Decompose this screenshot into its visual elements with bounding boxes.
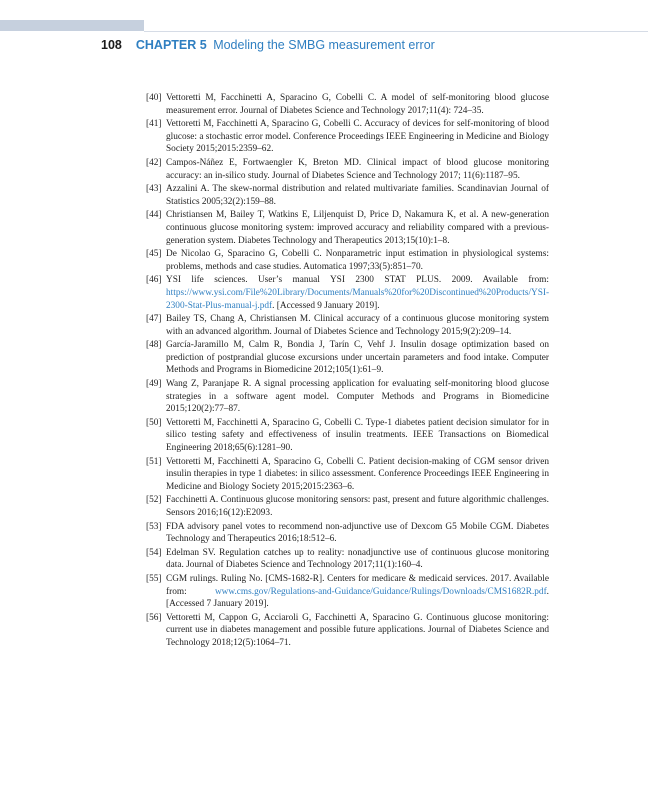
reference-text: Campos-Náñez E, Fortwaengler K, Breton MD. Clinical impact of blood glucose monitoring accuracy: an in-silico study. Journal of Diabetes Science and Technology 2017; 11(6):1187–95. bbox=[166, 157, 549, 181]
reference-link[interactable]: www.cms.gov/Regulations-and-Guidance/Guidance/Rulings/Downloads/CMS1682R.pdf bbox=[214, 586, 547, 597]
reference-text: García-Jaramillo M, Calm R, Bondia J, Tarín C, Vehf J. Insulin dosage optimization based on prediction of postprandial glucose excursions under uncertain parameters and food intake. Computer Methods and Programs in Biomedicine 2012;105(1):61–9. bbox=[166, 340, 549, 376]
header-rule bbox=[144, 31, 648, 32]
reference-text-with-link bbox=[166, 274, 549, 312]
reference-text: Wang Z, Paranjape R. A signal processing application for evaluating self-monitoring blood glucose strategies in a software agent model. Computer Methods and Programs in Biomedicine 2015;120(2):77–87. bbox=[166, 379, 549, 415]
reference-text: Facchinetti A. Continuous glucose monitoring sensors: past, present and future algorithmic challenges. Sensors 2016;16(12):E2093. bbox=[166, 495, 549, 518]
chapter-title: Modeling the SMBG measurement error bbox=[213, 38, 435, 52]
reference-item bbox=[146, 521, 549, 546]
reference-item bbox=[146, 547, 549, 572]
reference-item bbox=[146, 456, 549, 494]
reference-item bbox=[146, 494, 549, 519]
reference-text-suffix: . [Accessed 7 January 2019]. bbox=[166, 586, 549, 610]
reference-item bbox=[146, 157, 549, 182]
reference-list bbox=[146, 92, 549, 651]
reference-text: FDA advisory panel votes to recommend non-adjunctive use of Dexcom G5 Mobile CGM. Diabetes Technology and Therapeutics 2016;18:512–6. bbox=[166, 521, 549, 545]
reference-text: Bailey TS, Chang A, Christiansen M. Clinical accuracy of a continuous glucose monitoring system with an advanced algorithm. Journal of Diabetes Science and Technology 2015;9(2):209–14. bbox=[166, 314, 549, 337]
reference-item bbox=[146, 274, 549, 312]
reference-number: [49] bbox=[146, 379, 162, 390]
reference-item bbox=[146, 612, 549, 650]
reference-item bbox=[146, 313, 549, 338]
reference-text: Vettoretti M, Facchinetti A, Sparacino G, Cobelli C. A model of self-monitoring blood glucose measurement error. Journal of Diabetes Science and Technology 2017;11(4): 724–35. bbox=[166, 93, 549, 116]
chapter-label: CHAPTER 5 bbox=[135, 38, 207, 52]
running-header bbox=[101, 36, 435, 54]
reference-item bbox=[146, 209, 549, 247]
reference-text: Vettoretti M, Cappon G, Acciaroli G, Facchinetti A, Sparacino G. Continuous glucose monitoring: current use in diabetes management and possible future applications. Journal of Diabetes Science and Technology 2018;12(5):1064–71. bbox=[166, 612, 549, 648]
reference-number: [44] bbox=[146, 210, 162, 221]
reference-number: [41] bbox=[146, 119, 162, 130]
reference-number: [50] bbox=[146, 417, 162, 428]
reference-text: CGM rulings. Ruling No. [CMS-1682-R]. Centers for medicare & medicaid services. 2017. Available from: bbox=[166, 573, 549, 597]
reference-number: [54] bbox=[146, 547, 162, 558]
reference-number: [46] bbox=[146, 275, 162, 286]
reference-number: [47] bbox=[146, 314, 162, 325]
reference-number: [56] bbox=[146, 612, 162, 623]
reference-number: [51] bbox=[146, 456, 162, 467]
reference-text: Vettoretti M, Facchinetti A, Sparacino G, Cobelli C. Type-1 diabetes patient decision simulator for in silico testing safety and effectiveness of insulin treatments. IEEE Transactions on Biomedical Engineering 2018;65(6):1281–90. bbox=[166, 417, 549, 454]
reference-number: [43] bbox=[146, 184, 162, 195]
reference-text: Azzalini A. The skew-normal distribution and related multivariate families. Scandinavian Journal of Statistics 2005;32(2):159–88. bbox=[166, 184, 549, 207]
reference-text: Vettoretti M, Facchinetti A, Sparacino G, Cobelli C. Accuracy of devices for self-monitoring of blood glucose: a stochastic error model. Conference Proceedings IEEE Engineering in Medicine and Biology Society 2015;2015:2359–62. bbox=[166, 119, 549, 155]
reference-item bbox=[146, 339, 549, 377]
reference-text-suffix: . [Accessed 9 January 2019]. bbox=[272, 300, 380, 311]
header-accent-bar bbox=[0, 20, 144, 31]
reference-number: [40] bbox=[146, 93, 162, 103]
reference-item bbox=[146, 92, 549, 117]
reference-text: De Nicolao G, Sparacino G, Cobelli C. Nonparametric input estimation in physiological systems: problems, methods and case studies. Automatica 1997;33(5):851–70. bbox=[166, 249, 549, 272]
reference-text: Christiansen M, Bailey T, Watkins E, Liljenquist D, Price D, Nakamura K, et al. A new-generation continuous glucose monitoring system: improved accuracy and reliability compared with a previous-generation system. Diabetes Technology and Therapeutics 2013;15(10):1–8. bbox=[166, 210, 549, 246]
reference-number: [48] bbox=[146, 340, 162, 351]
reference-text: YSI life sciences. User’s manual YSI 2300 STAT PLUS. 2009. Available from: bbox=[166, 275, 549, 286]
reference-number: [53] bbox=[146, 521, 162, 532]
reference-link[interactable]: https://www.ysi.com/File%20Library/Documents/Manuals%20for%20Discontinued%20Products/YSI-2300-Stat-Plus-manual-j.pdf bbox=[166, 287, 550, 311]
reference-number: [55] bbox=[146, 573, 162, 584]
reference-text-with-link bbox=[166, 573, 549, 611]
reference-text: Edelman SV. Regulation catches up to reality: nonadjunctive use of continuous glucose monitoring data. Journal of Diabetes Science and Technology 2017;11(1):160–4. bbox=[166, 547, 549, 571]
reference-text: Vettoretti M, Facchinetti A, Sparacino G, Cobelli C. Patient decision-making of CGM sensor driven insulin therapies in type 1 diabetes: in silico assessment. Conference Proceedings IEEE Engineering in Medicine and Biology Society 2015;2015:2363–6. bbox=[166, 456, 549, 492]
reference-item bbox=[146, 378, 549, 416]
reference-number: [42] bbox=[146, 157, 162, 168]
page-number: 108 bbox=[101, 38, 122, 52]
reference-item bbox=[146, 248, 549, 273]
reference-number: [52] bbox=[146, 495, 162, 506]
reference-item bbox=[146, 118, 549, 156]
reference-number: [45] bbox=[146, 249, 162, 260]
reference-item bbox=[146, 183, 549, 208]
reference-item bbox=[146, 573, 549, 611]
reference-item bbox=[146, 417, 549, 455]
